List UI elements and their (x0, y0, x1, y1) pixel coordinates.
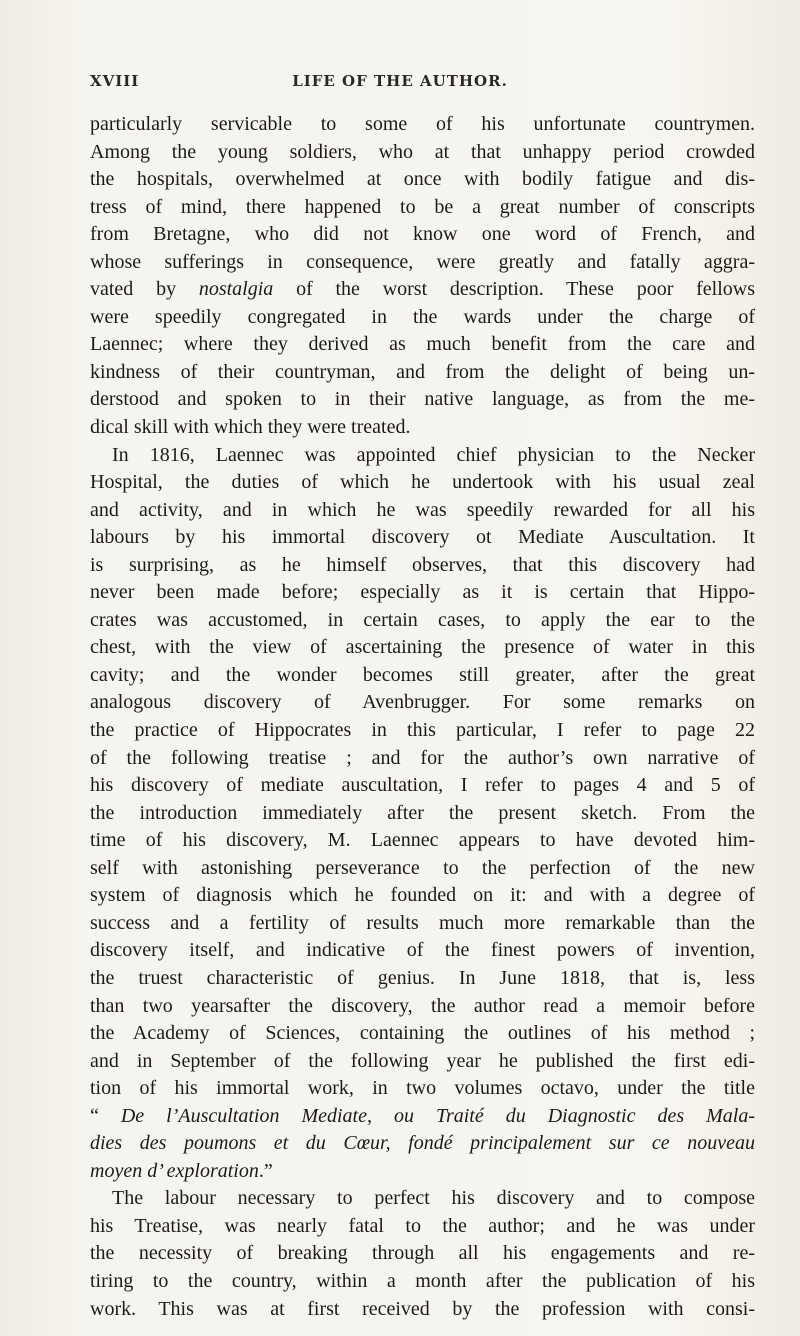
text-line: success and a fertility of results much more remarkable than the (90, 911, 755, 934)
running-title: LIFE OF THE AUTHOR. (292, 72, 508, 90)
text-line: cavity; and the wonder becomes still greater, after the great (90, 663, 755, 686)
text-line: Among the young soldiers, who at that unhappy period crowded (90, 140, 755, 163)
italic-text: De l’Auscultation Mediate, ou Traité du Diagnostic des Mala- (120, 1104, 755, 1127)
italic-text: moyen d’ exploration (90, 1159, 259, 1182)
text-line: the necessity of breaking through all his engagements and re- (90, 1242, 755, 1265)
text-line: derstood and spoken to in their native language, as from the me- (90, 388, 755, 411)
line-text: .” (258, 1159, 273, 1182)
text-line: and in September of the following year he published the first edi- (90, 1049, 755, 1072)
text-line: his Treatise, was nearly fatal to the author; and he was under (90, 1214, 755, 1237)
text-line: chest, with the view of ascertaining the presence of water in this (90, 636, 755, 659)
text-line (90, 1158, 755, 1186)
line-text: “ (90, 1104, 121, 1127)
text-line: dical skill with which they were treated. (90, 416, 411, 439)
line-text: of the worst description. These poor fellows (273, 278, 755, 301)
text-line: than two yearsafter the discovery, the author read a memoir before (90, 994, 755, 1017)
italic-text: nostalgia (198, 278, 274, 301)
text-line: and activity, and in which he was speedily rewarded for all his (90, 498, 755, 521)
text-line (90, 1103, 755, 1131)
text-line: self with astonishing perseverance to the perfection of the new (90, 856, 755, 879)
text-line: is surprising, as he himself observes, that this discovery had (90, 553, 755, 576)
text-line: Hospital, the duties of which he undertook with his usual zeal (90, 471, 755, 494)
text-line: The labour necessary to perfect his discovery and to compose (112, 1187, 755, 1210)
text-line: kindness of their countryman, and from the delight of being un- (90, 360, 755, 383)
text-line: particularly servicable to some of his unfortunate countrymen. (90, 113, 755, 135)
page-number: XVIII (90, 72, 140, 90)
text-line: crates was accustomed, in certain cases, to apply the ear to the (90, 608, 755, 631)
italic-text: dies des poumons et du Cœur, fondé principalement sur ce nouveau (90, 1132, 755, 1155)
text-line: of the following treatise ; and for the author’s own narrative of (90, 746, 755, 769)
text-line: were speedily congregated in the wards under the charge of (90, 305, 755, 328)
text-line: the truest characteristic of genius. In June 1818, that is, less (90, 966, 755, 989)
text-line: from Bretagne, who did not know one word of French, and (90, 223, 755, 246)
text-line: the introduction immediately after the present sketch. From the (90, 801, 755, 824)
text-line: Laennec; where they derived as much benefit from the care and (90, 333, 755, 356)
text-line: work. This was at first received by the profession with consi- (90, 1297, 755, 1320)
text-line: time of his discovery, M. Laennec appears to have devoted him- (90, 829, 755, 852)
text-line: whose sufferings in consequence, were greatly and fatally aggra- (90, 250, 755, 273)
line-text: vated by (90, 278, 199, 301)
text-line: the practice of Hippocrates in this particular, I refer to page 22 (90, 719, 755, 742)
text-line: tress of mind, there happened to be a great number of conscripts (90, 195, 755, 218)
text-line: analogous discovery of Avenbrugger. For some remarks on (90, 691, 755, 714)
text-line: In 1816, Laennec was appointed chief physician to the Necker (112, 443, 755, 466)
text-line: tiring to the country, within a month after the publication of his (90, 1269, 755, 1292)
text-line: never been made before; especially as it is certain that Hippo- (90, 581, 755, 604)
text-line: system of diagnosis which he founded on it: and with a degree of (90, 884, 755, 907)
text-line: discovery itself, and indicative of the finest powers of invention, (90, 939, 755, 962)
page-header (90, 72, 755, 102)
text-line: the Academy of Sciences, containing the outlines of his method ; (90, 1022, 755, 1045)
text-line (90, 1130, 755, 1158)
body-text (90, 111, 755, 1323)
text-line: his discovery of mediate auscultation, I refer to pages 4 and 5 of (90, 774, 755, 797)
text-line (90, 276, 755, 304)
text-line: labours by his immortal discovery ot Mediate Auscultation. It (90, 526, 755, 549)
text-line: tion of his immortal work, in two volumes octavo, under the title (90, 1077, 755, 1100)
text-line: the hospitals, overwhelmed at once with bodily fatigue and dis- (90, 168, 755, 191)
